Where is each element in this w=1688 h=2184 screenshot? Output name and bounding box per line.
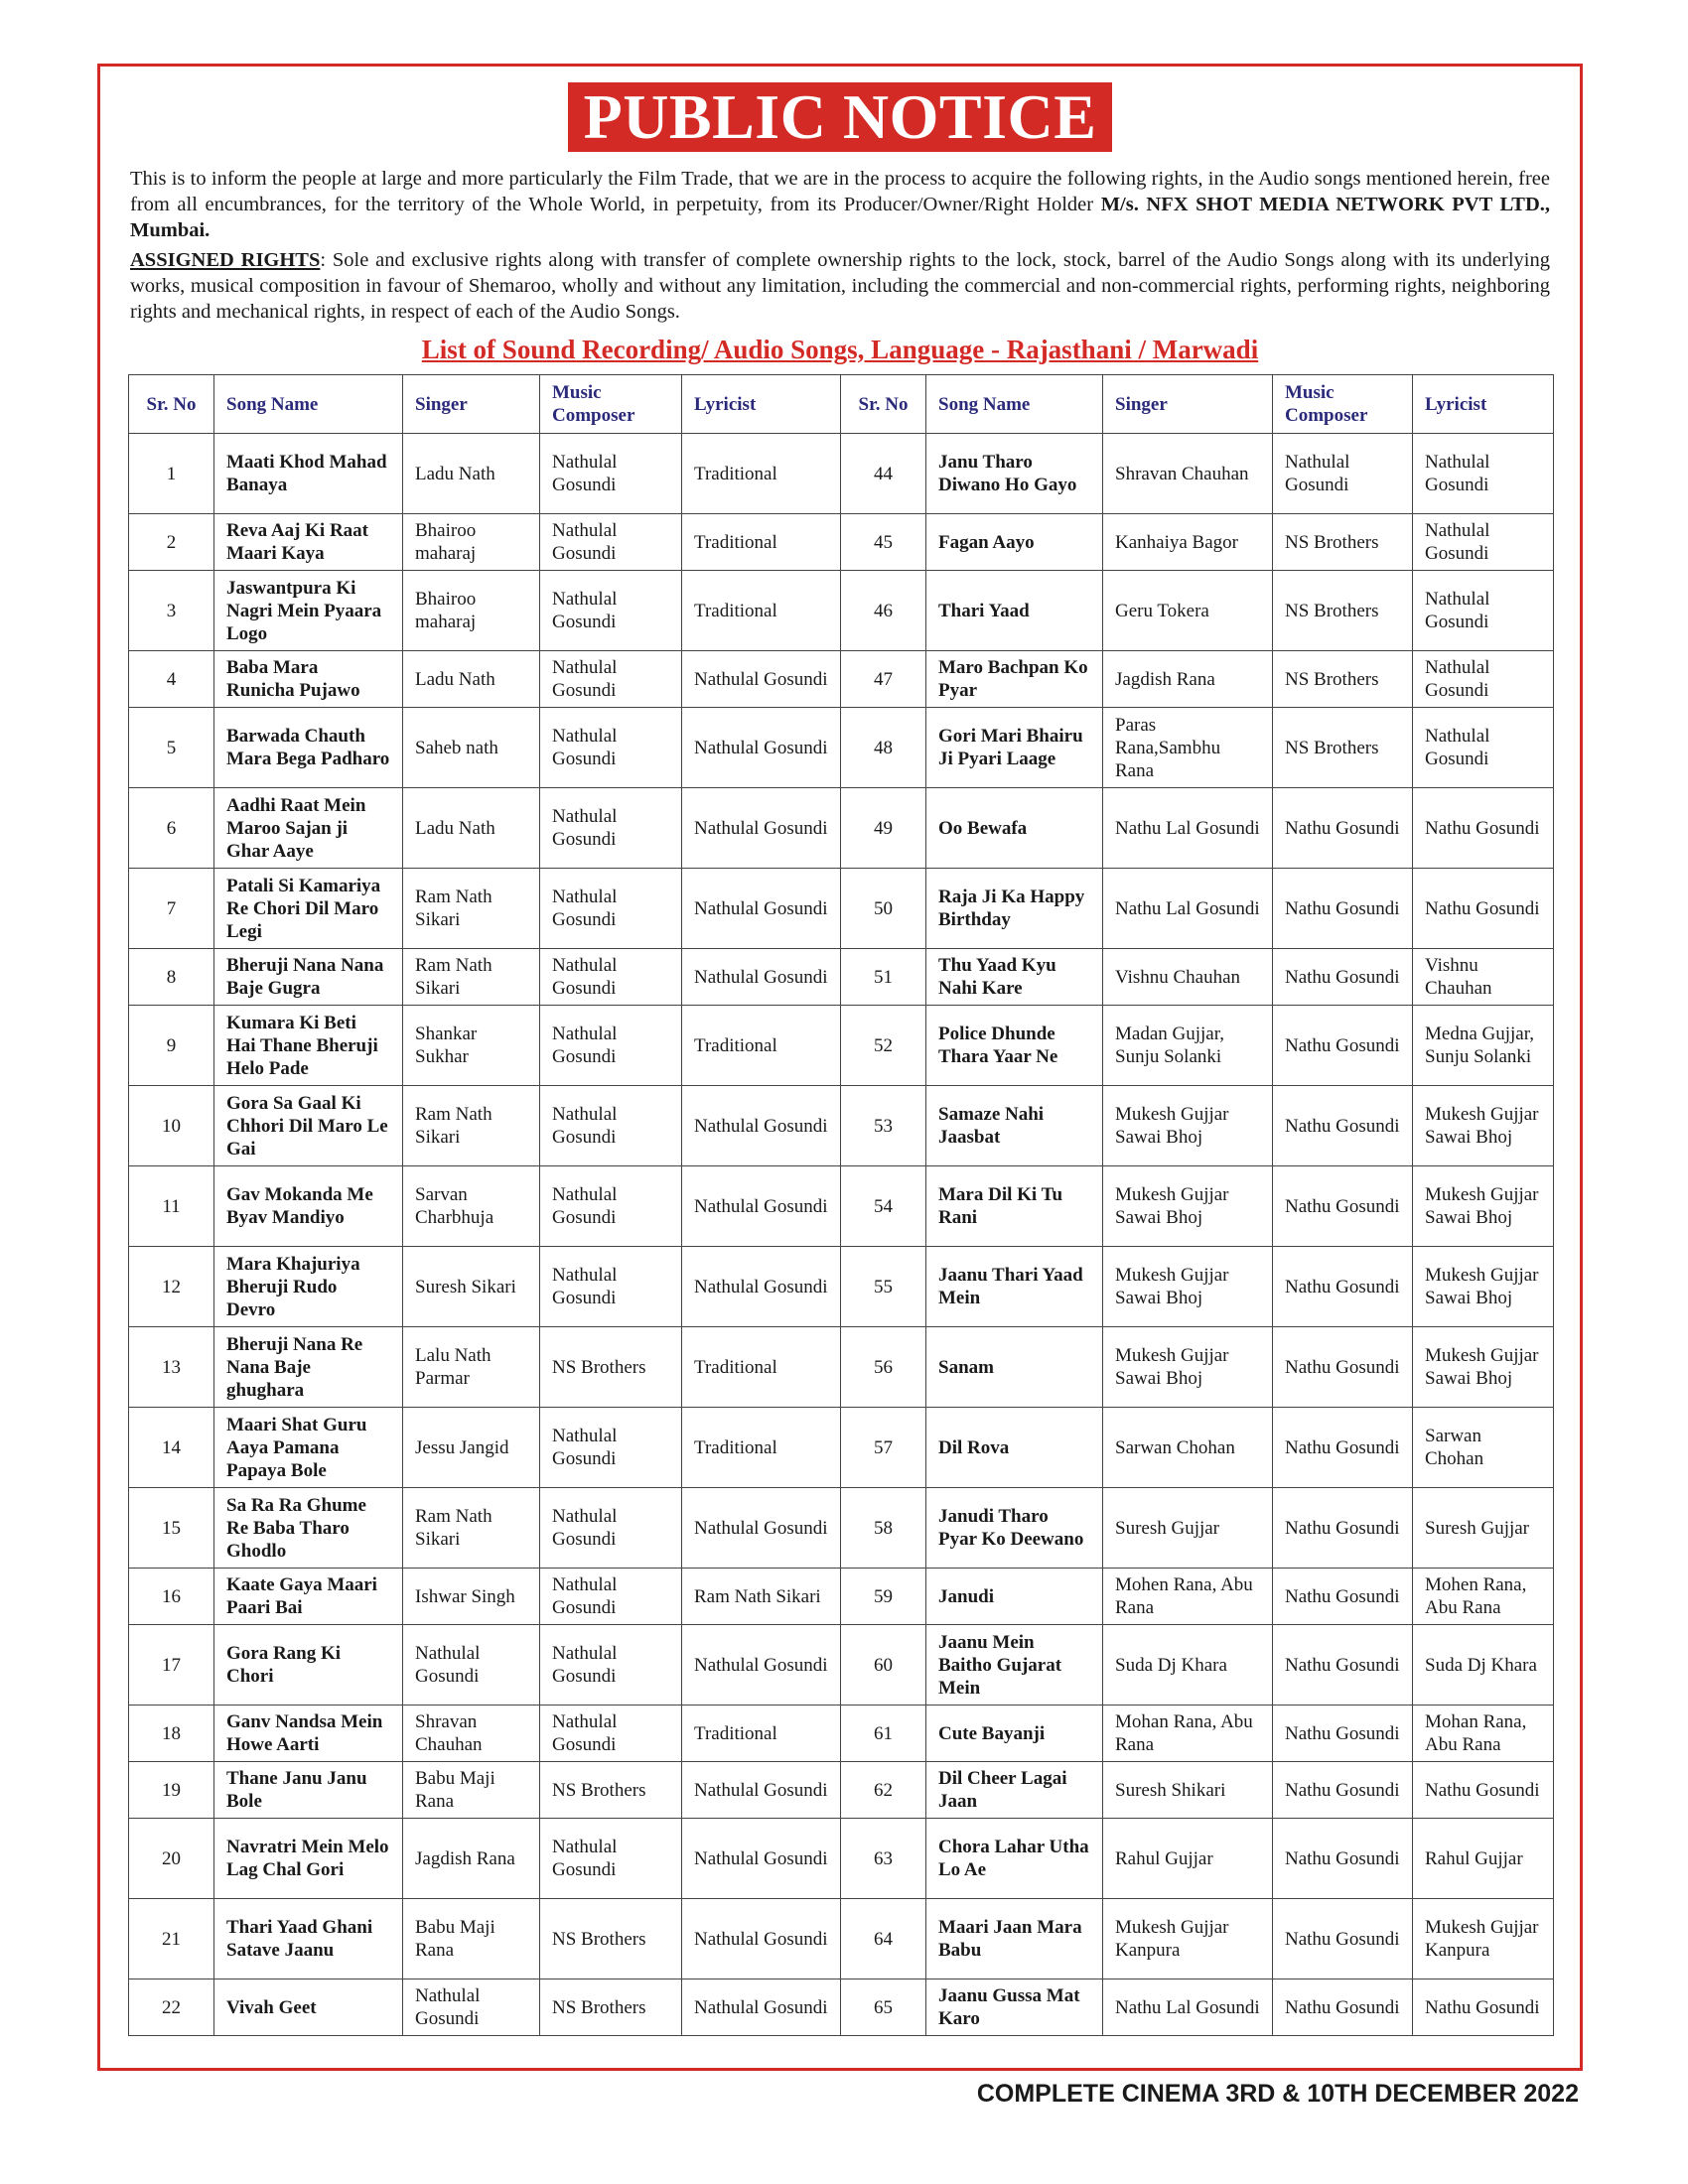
sr-no-cell: 4: [129, 651, 214, 708]
song-name-cell: Navratri Mein Melo Lag Chal Gori: [214, 1819, 403, 1899]
lyricist-cell: Mohen Rana, Abu Rana: [1413, 1569, 1554, 1625]
singer-cell: Lalu Nath Parmar: [403, 1327, 540, 1408]
composer-cell: Nathulal Gosundi: [540, 651, 682, 708]
song-name-cell: Maari Jaan Mara Babu: [926, 1899, 1103, 1979]
intro-text-1: This is to inform the people at large and more particularly the Film Trade, that we are in the process to acquire the following rights, in the Audio songs mentioned herein, free from all encumbrances, for the territory of the Whole World, in perpetuity, from its Producer/Owner/Right Holder: [130, 168, 1550, 215]
lyricist-cell: Nathulal Gosundi: [682, 1899, 841, 1979]
table-row: [129, 1762, 1554, 1819]
singer-cell: Nathulal Gosundi: [403, 1625, 540, 1706]
singer-cell: Ram Nath Sikari: [403, 869, 540, 949]
composer-cell: Nathulal Gosundi: [540, 1166, 682, 1247]
composer-cell: Nathulal Gosundi: [1273, 434, 1413, 514]
lyricist-cell: Nathulal Gosundi: [1413, 514, 1554, 571]
composer-cell: Nathu Gosundi: [1273, 1408, 1413, 1488]
column-header: Song Name: [926, 375, 1103, 434]
songs-table: [128, 374, 1554, 2036]
composer-cell: NS Brothers: [540, 1899, 682, 1979]
sr-no-cell: 5: [129, 708, 214, 788]
lyricist-cell: Nathulal Gosundi: [1413, 571, 1554, 651]
sr-no-cell: 3: [129, 571, 214, 651]
singer-cell: Geru Tokera: [1103, 571, 1273, 651]
intro-text: [130, 166, 1550, 329]
lyricist-cell: Nathulal Gosundi: [682, 651, 841, 708]
table-row: [129, 514, 1554, 571]
sr-no-cell: 63: [841, 1819, 926, 1899]
singer-cell: Shankar Sukhar: [403, 1006, 540, 1086]
song-name-cell: Kaate Gaya Maari Paari Bai: [214, 1569, 403, 1625]
composer-cell: Nathu Gosundi: [1273, 1166, 1413, 1247]
sr-no-cell: 15: [129, 1488, 214, 1569]
intro-paragraph-2: [130, 247, 1550, 325]
singer-cell: Jessu Jangid: [403, 1408, 540, 1488]
table-row: [129, 1327, 1554, 1408]
list-subtitle: List of Sound Recording/ Audio Songs, Language - Rajasthani / Marwadi: [421, 335, 1259, 364]
composer-cell: Nathulal Gosundi: [540, 514, 682, 571]
table-row: [129, 708, 1554, 788]
composer-cell: Nathulal Gosundi: [540, 571, 682, 651]
sr-no-cell: 8: [129, 949, 214, 1006]
singer-cell: Ram Nath Sikari: [403, 1086, 540, 1166]
singer-cell: Nathu Lal Gosundi: [1103, 788, 1273, 869]
song-name-cell: Raja Ji Ka Happy Birthday: [926, 869, 1103, 949]
composer-cell: Nathu Gosundi: [1273, 1488, 1413, 1569]
lyricist-cell: Nathulal Gosundi: [682, 1247, 841, 1327]
column-header: Song Name: [214, 375, 403, 434]
table-row: [129, 869, 1554, 949]
sr-no-cell: 51: [841, 949, 926, 1006]
composer-cell: Nathu Gosundi: [1273, 1762, 1413, 1819]
lyricist-cell: Vishnu Chauhan: [1413, 949, 1554, 1006]
sr-no-cell: 19: [129, 1762, 214, 1819]
singer-cell: Ishwar Singh: [403, 1569, 540, 1625]
column-header: Singer: [403, 375, 540, 434]
composer-cell: Nathu Gosundi: [1273, 1569, 1413, 1625]
table-row: [129, 788, 1554, 869]
lyricist-cell: Traditional: [682, 1706, 841, 1762]
sr-no-cell: 60: [841, 1625, 926, 1706]
composer-cell: Nathulal Gosundi: [540, 1006, 682, 1086]
composer-cell: Nathulal Gosundi: [540, 1569, 682, 1625]
lyricist-cell: Mohan Rana, Abu Rana: [1413, 1706, 1554, 1762]
assigned-rights-label: ASSIGNED RIGHTS: [130, 249, 321, 271]
song-name-cell: Barwada Chauth Mara Bega Padharo: [214, 708, 403, 788]
lyricist-cell: Nathulal Gosundi: [682, 708, 841, 788]
composer-cell: Nathu Gosundi: [1273, 869, 1413, 949]
composer-cell: Nathu Gosundi: [1273, 1979, 1413, 2036]
song-name-cell: Baba Mara Runicha Pujawo: [214, 651, 403, 708]
table-row: [129, 434, 1554, 514]
composer-cell: NS Brothers: [540, 1979, 682, 2036]
lyricist-cell: Nathulal Gosundi: [682, 1488, 841, 1569]
song-name-cell: Cute Bayanji: [926, 1706, 1103, 1762]
sr-no-cell: 47: [841, 651, 926, 708]
column-header: Singer: [1103, 375, 1273, 434]
singer-cell: Kanhaiya Bagor: [1103, 514, 1273, 571]
lyricist-cell: Nathu Gosundi: [1413, 788, 1554, 869]
notice-title: PUBLIC NOTICE: [568, 82, 1113, 152]
song-name-cell: Oo Bewafa: [926, 788, 1103, 869]
lyricist-cell: Nathulal Gosundi: [1413, 651, 1554, 708]
singer-cell: Babu Maji Rana: [403, 1899, 540, 1979]
lyricist-cell: Traditional: [682, 1408, 841, 1488]
singer-cell: Bhairoo maharaj: [403, 514, 540, 571]
sr-no-cell: 54: [841, 1166, 926, 1247]
sr-no-cell: 48: [841, 708, 926, 788]
composer-cell: Nathulal Gosundi: [540, 788, 682, 869]
singer-cell: Rahul Gujjar: [1103, 1819, 1273, 1899]
sr-no-cell: 12: [129, 1247, 214, 1327]
sr-no-cell: 49: [841, 788, 926, 869]
column-header: Sr. No: [841, 375, 926, 434]
lyricist-cell: Traditional: [682, 1006, 841, 1086]
lyricist-cell: Nathu Gosundi: [1413, 1979, 1554, 2036]
footer-publication: COMPLETE CINEMA 3RD & 10TH DECEMBER 2022: [976, 2080, 1579, 2108]
sr-no-cell: 55: [841, 1247, 926, 1327]
composer-cell: NS Brothers: [1273, 514, 1413, 571]
table-row: [129, 1086, 1554, 1166]
sr-no-cell: 45: [841, 514, 926, 571]
singer-cell: Ladu Nath: [403, 434, 540, 514]
composer-cell: Nathulal Gosundi: [540, 708, 682, 788]
song-name-cell: Jaswantpura Ki Nagri Mein Pyaara Logo: [214, 571, 403, 651]
lyricist-cell: Traditional: [682, 434, 841, 514]
song-name-cell: Thari Yaad Ghani Satave Jaanu: [214, 1899, 403, 1979]
lyricist-cell: Nathulal Gosundi: [682, 788, 841, 869]
intro-paragraph-1: [130, 166, 1550, 243]
composer-cell: Nathu Gosundi: [1273, 1899, 1413, 1979]
table-row: [129, 1899, 1554, 1979]
song-name-cell: Bheruji Nana Re Nana Baje ghughara: [214, 1327, 403, 1408]
composer-cell: Nathu Gosundi: [1273, 1006, 1413, 1086]
song-name-cell: Ganv Nandsa Mein Howe Aarti: [214, 1706, 403, 1762]
song-name-cell: Fagan Aayo: [926, 514, 1103, 571]
singer-cell: Ram Nath Sikari: [403, 1488, 540, 1569]
song-name-cell: Aadhi Raat Mein Maroo Sajan ji Ghar Aaye: [214, 788, 403, 869]
lyricist-cell: Traditional: [682, 571, 841, 651]
singer-cell: Suda Dj Khara: [1103, 1625, 1273, 1706]
singer-cell: Nathulal Gosundi: [403, 1979, 540, 2036]
singer-cell: Mohan Rana, Abu Rana: [1103, 1706, 1273, 1762]
lyricist-cell: Rahul Gujjar: [1413, 1819, 1554, 1899]
table-row: [129, 1488, 1554, 1569]
song-name-cell: Samaze Nahi Jaasbat: [926, 1086, 1103, 1166]
song-name-cell: Thane Janu Janu Bole: [214, 1762, 403, 1819]
song-name-cell: Maari Shat Guru Aaya Pamana Papaya Bole: [214, 1408, 403, 1488]
lyricist-cell: Nathu Gosundi: [1413, 869, 1554, 949]
composer-cell: NS Brothers: [540, 1327, 682, 1408]
composer-cell: Nathulal Gosundi: [540, 1488, 682, 1569]
sr-no-cell: 52: [841, 1006, 926, 1086]
singer-cell: Shravan Chauhan: [403, 1706, 540, 1762]
lyricist-cell: Traditional: [682, 514, 841, 571]
sr-no-cell: 17: [129, 1625, 214, 1706]
sr-no-cell: 18: [129, 1706, 214, 1762]
sr-no-cell: 44: [841, 434, 926, 514]
lyricist-cell: Nathulal Gosundi: [682, 1625, 841, 1706]
composer-cell: NS Brothers: [1273, 651, 1413, 708]
composer-cell: Nathu Gosundi: [1273, 1327, 1413, 1408]
sr-no-cell: 1: [129, 434, 214, 514]
composer-cell: Nathulal Gosundi: [540, 1086, 682, 1166]
song-name-cell: Sanam: [926, 1327, 1103, 1408]
song-name-cell: Jaanu Thari Yaad Mein: [926, 1247, 1103, 1327]
singer-cell: Mukesh Gujjar Sawai Bhoj: [1103, 1166, 1273, 1247]
sr-no-cell: 62: [841, 1762, 926, 1819]
composer-cell: Nathu Gosundi: [1273, 949, 1413, 1006]
composer-cell: Nathu Gosundi: [1273, 1819, 1413, 1899]
song-name-cell: Kumara Ki Beti Hai Thane Bheruji Helo Pade: [214, 1006, 403, 1086]
table-row: [129, 1166, 1554, 1247]
lyricist-cell: Mukesh Gujjar Sawai Bhoj: [1413, 1327, 1554, 1408]
lyricist-cell: Mukesh Gujjar Sawai Bhoj: [1413, 1247, 1554, 1327]
composer-cell: NS Brothers: [540, 1762, 682, 1819]
table-row: [129, 571, 1554, 651]
song-name-cell: Mara Dil Ki Tu Rani: [926, 1166, 1103, 1247]
column-header: Sr. No: [129, 375, 214, 434]
lyricist-cell: Nathulal Gosundi: [682, 1166, 841, 1247]
song-name-cell: Police Dhunde Thara Yaar Ne: [926, 1006, 1103, 1086]
table-row: [129, 1706, 1554, 1762]
singer-cell: Sarwan Chohan: [1103, 1408, 1273, 1488]
sr-no-cell: 6: [129, 788, 214, 869]
composer-cell: Nathu Gosundi: [1273, 1086, 1413, 1166]
singer-cell: Sarvan Charbhuja: [403, 1166, 540, 1247]
singer-cell: Mohen Rana, Abu Rana: [1103, 1569, 1273, 1625]
table-row: [129, 1247, 1554, 1327]
singer-cell: Ladu Nath: [403, 651, 540, 708]
composer-cell: Nathulal Gosundi: [540, 949, 682, 1006]
composer-cell: NS Brothers: [1273, 571, 1413, 651]
column-header: Lyricist: [1413, 375, 1554, 434]
song-name-cell: Sa Ra Ra Ghume Re Baba Tharo Ghodlo: [214, 1488, 403, 1569]
song-name-cell: Maati Khod Mahad Banaya: [214, 434, 403, 514]
song-name-cell: Thari Yaad: [926, 571, 1103, 651]
table-body: [129, 434, 1554, 2036]
singer-cell: Ladu Nath: [403, 788, 540, 869]
table-row: [129, 1006, 1554, 1086]
sr-no-cell: 13: [129, 1327, 214, 1408]
column-header: Lyricist: [682, 375, 841, 434]
table-row: [129, 1408, 1554, 1488]
composer-cell: Nathu Gosundi: [1273, 1625, 1413, 1706]
sr-no-cell: 50: [841, 869, 926, 949]
song-name-cell: Mara Khajuriya Bheruji Rudo Devro: [214, 1247, 403, 1327]
song-name-cell: Gora Rang Ki Chori: [214, 1625, 403, 1706]
song-name-cell: Gora Sa Gaal Ki Chhori Dil Maro Le Gai: [214, 1086, 403, 1166]
lyricist-cell: Mukesh Gujjar Sawai Bhoj: [1413, 1166, 1554, 1247]
sr-no-cell: 57: [841, 1408, 926, 1488]
singer-cell: Paras Rana,Sambhu Rana: [1103, 708, 1273, 788]
column-header: Music Composer: [1273, 375, 1413, 434]
sr-no-cell: 46: [841, 571, 926, 651]
sr-no-cell: 2: [129, 514, 214, 571]
composer-cell: NS Brothers: [1273, 708, 1413, 788]
singer-cell: Suresh Shikari: [1103, 1762, 1273, 1819]
song-name-cell: Chora Lahar Utha Lo Ae: [926, 1819, 1103, 1899]
sr-no-cell: 53: [841, 1086, 926, 1166]
song-name-cell: Dil Cheer Lagai Jaan: [926, 1762, 1103, 1819]
song-name-cell: Gori Mari Bhairu Ji Pyari Laage: [926, 708, 1103, 788]
singer-cell: Mukesh Gujjar Sawai Bhoj: [1103, 1327, 1273, 1408]
song-name-cell: Dil Rova: [926, 1408, 1103, 1488]
song-name-cell: Patali Si Kamariya Re Chori Dil Maro Legi: [214, 869, 403, 949]
sr-no-cell: 10: [129, 1086, 214, 1166]
notice-frame: [97, 64, 1583, 2071]
song-name-cell: Bheruji Nana Nana Baje Gugra: [214, 949, 403, 1006]
sr-no-cell: 58: [841, 1488, 926, 1569]
lyricist-cell: Ram Nath Sikari: [682, 1569, 841, 1625]
lyricist-cell: Suresh Gujjar: [1413, 1488, 1554, 1569]
intro-right-holder: M/s. NFX SHOT MEDIA NETWORK PVT LTD., Mumbai.: [130, 194, 1550, 241]
song-name-cell: Reva Aaj Ki Raat Maari Kaya: [214, 514, 403, 571]
sr-no-cell: 61: [841, 1706, 926, 1762]
composer-cell: Nathu Gosundi: [1273, 1247, 1413, 1327]
song-name-cell: Gav Mokanda Me Byav Mandiyo: [214, 1166, 403, 1247]
singer-cell: Mukesh Gujjar Sawai Bhoj: [1103, 1086, 1273, 1166]
lyricist-cell: Nathulal Gosundi: [682, 949, 841, 1006]
composer-cell: Nathulal Gosundi: [540, 1819, 682, 1899]
lyricist-cell: Nathu Gosundi: [1413, 1762, 1554, 1819]
singer-cell: Mukesh Gujjar Sawai Bhoj: [1103, 1247, 1273, 1327]
lyricist-cell: Suda Dj Khara: [1413, 1625, 1554, 1706]
sr-no-cell: 56: [841, 1327, 926, 1408]
singer-cell: Nathu Lal Gosundi: [1103, 869, 1273, 949]
lyricist-cell: Medna Gujjar, Sunju Solanki: [1413, 1006, 1554, 1086]
sr-no-cell: 20: [129, 1819, 214, 1899]
singer-cell: Bhairoo maharaj: [403, 571, 540, 651]
song-name-cell: Janu Tharo Diwano Ho Gayo: [926, 434, 1103, 514]
composer-cell: Nathulal Gosundi: [540, 1625, 682, 1706]
table-row: [129, 651, 1554, 708]
sr-no-cell: 14: [129, 1408, 214, 1488]
table-row: [129, 1625, 1554, 1706]
sr-no-cell: 7: [129, 869, 214, 949]
table-row: [129, 1979, 1554, 2036]
composer-cell: Nathu Gosundi: [1273, 788, 1413, 869]
singer-cell: Mukesh Gujjar Kanpura: [1103, 1899, 1273, 1979]
singer-cell: Madan Gujjar, Sunju Solanki: [1103, 1006, 1273, 1086]
sr-no-cell: 9: [129, 1006, 214, 1086]
lyricist-cell: Traditional: [682, 1327, 841, 1408]
song-name-cell: Janudi Tharo Pyar Ko Deewano: [926, 1488, 1103, 1569]
lyricist-cell: Mukesh Gujjar Sawai Bhoj: [1413, 1086, 1554, 1166]
lyricist-cell: Nathulal Gosundi: [682, 1979, 841, 2036]
composer-cell: Nathulal Gosundi: [540, 434, 682, 514]
lyricist-cell: Nathulal Gosundi: [682, 1819, 841, 1899]
sr-no-cell: 64: [841, 1899, 926, 1979]
song-name-cell: Maro Bachpan Ko Pyar: [926, 651, 1103, 708]
composer-cell: Nathulal Gosundi: [540, 869, 682, 949]
assigned-rights-text: : Sole and exclusive rights along with transfer of complete ownership rights to the lock, stock, barrel of the Audio Songs along with its underlying works, musical composition in favour of Shemaroo, wholly and without any limitation, including the commercial and non-commercial rights, performing rights, neighboring rights and mechanical rights, in respect of each of the Audio Songs.: [130, 249, 1550, 323]
column-header: Music Composer: [540, 375, 682, 434]
table-row: [129, 949, 1554, 1006]
sr-no-cell: 11: [129, 1166, 214, 1247]
song-name-cell: Janudi: [926, 1569, 1103, 1625]
singer-cell: Ram Nath Sikari: [403, 949, 540, 1006]
lyricist-cell: Nathulal Gosundi: [682, 1086, 841, 1166]
lyricist-cell: Sarwan Chohan: [1413, 1408, 1554, 1488]
composer-cell: Nathulal Gosundi: [540, 1408, 682, 1488]
song-name-cell: Jaanu Mein Baitho Gujarat Mein: [926, 1625, 1103, 1706]
table-header-row: [129, 375, 1554, 434]
song-name-cell: Thu Yaad Kyu Nahi Kare: [926, 949, 1103, 1006]
singer-cell: Shravan Chauhan: [1103, 434, 1273, 514]
singer-cell: Jagdish Rana: [403, 1819, 540, 1899]
composer-cell: Nathulal Gosundi: [540, 1706, 682, 1762]
sr-no-cell: 21: [129, 1899, 214, 1979]
table-row: [129, 1569, 1554, 1625]
title-wrap: [100, 82, 1580, 152]
sr-no-cell: 22: [129, 1979, 214, 2036]
singer-cell: Babu Maji Rana: [403, 1762, 540, 1819]
singer-cell: Nathu Lal Gosundi: [1103, 1979, 1273, 2036]
singer-cell: Vishnu Chauhan: [1103, 949, 1273, 1006]
sr-no-cell: 59: [841, 1569, 926, 1625]
lyricist-cell: Nathulal Gosundi: [682, 869, 841, 949]
lyricist-cell: Mukesh Gujjar Kanpura: [1413, 1899, 1554, 1979]
table-row: [129, 1819, 1554, 1899]
singer-cell: Jagdish Rana: [1103, 651, 1273, 708]
song-name-cell: Jaanu Gussa Mat Karo: [926, 1979, 1103, 2036]
song-name-cell: Vivah Geet: [214, 1979, 403, 2036]
singer-cell: Saheb nath: [403, 708, 540, 788]
singer-cell: Suresh Gujjar: [1103, 1488, 1273, 1569]
lyricist-cell: Nathulal Gosundi: [682, 1762, 841, 1819]
lyricist-cell: Nathulal Gosundi: [1413, 434, 1554, 514]
sr-no-cell: 16: [129, 1569, 214, 1625]
composer-cell: Nathu Gosundi: [1273, 1706, 1413, 1762]
composer-cell: Nathulal Gosundi: [540, 1247, 682, 1327]
lyricist-cell: Nathulal Gosundi: [1413, 708, 1554, 788]
singer-cell: Suresh Sikari: [403, 1247, 540, 1327]
sr-no-cell: 65: [841, 1979, 926, 2036]
